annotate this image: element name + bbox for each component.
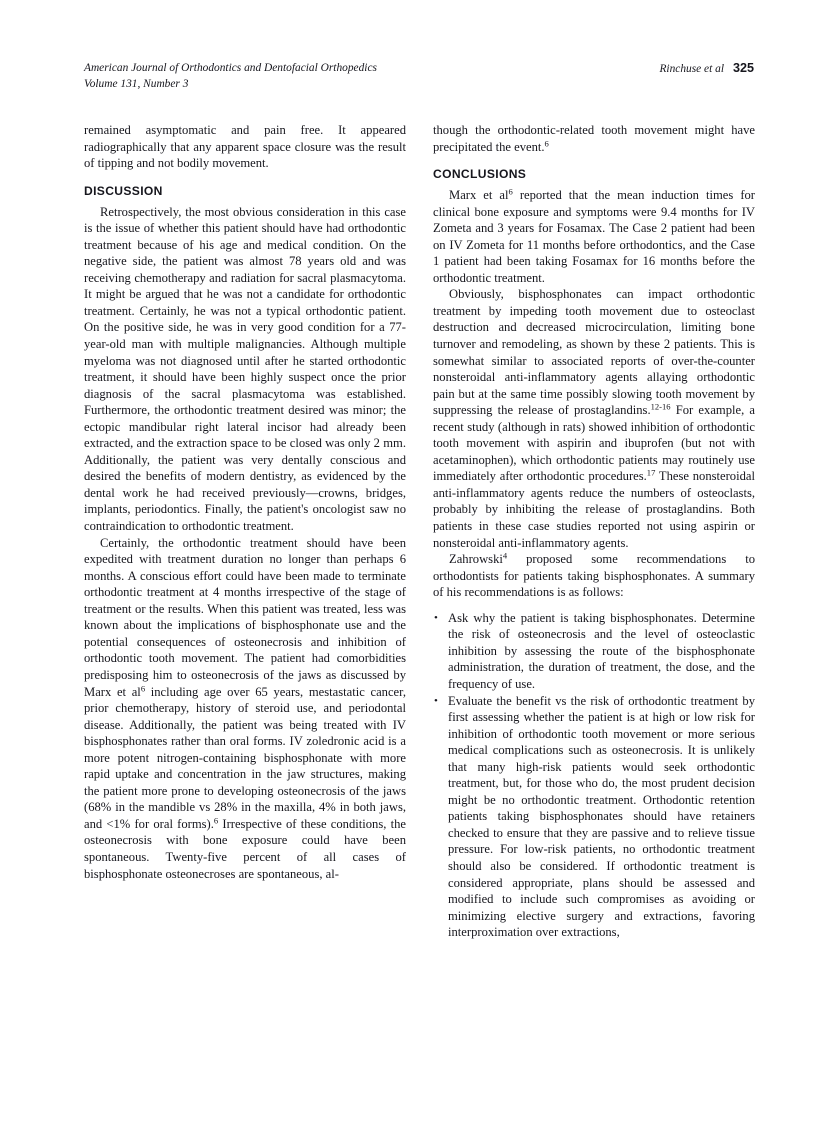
conclusions-paragraph-3-part-b: proposed some recommendations to orthodontists for patients taking bisphosphonates. A summary of his recommendations is as follows: (433, 552, 755, 600)
discussion-paragraph-2-part-b: including age over 65 years, mestastatic cancer, prior chemotherapy, history of steroid use, and periodontal disease. Additionally, the patient was being treated with IV bisphosphonates rather than oral forms. IV zoledronic acid is a more potent nitrogen-containing bisphosphonate with more rapid uptake and concentration in the jaw structures, making the patient more prone to developing osteonecrosis of the jaws (68% in the mandible vs 28% in the maxilla, 4% in both jaws, and <1% for oral forms). (84, 684, 406, 831)
volume-issue-text: Volume 131, Number 3 (84, 78, 189, 90)
citation-ref-procedures-17: 17 (646, 467, 656, 478)
left-column (84, 122, 406, 1052)
journal-name: American Journal of Orthodontics and Dentofacial Orthopedics (84, 62, 377, 74)
running-head (84, 60, 754, 94)
discussion-paragraph-2 (84, 535, 406, 882)
discussion-paragraph-2-part-a: Certainly, the orthodontic treatment should have been expedited with treatment duration no longer than perhaps 6 months. A conscious effort could have been made to terminate orthodontic treatment at 4 months irrespective of the stage of treatment or the results. When this patient was treated, less was known about the implications of bisphosphonate use and the potential consequences of osteonecrosis and inhibition of orthodontic tooth movement. The patient had comorbidities predisposing him to osteonecrosis of the jaws as discussed by Marx et al (84, 535, 406, 699)
list-item: • Ask why the patient is taking bisphosphonates. Determine the risk of osteonecrosis and the level of osteoclastic inhibition by assessing the route of the bisphosphonate administration, the duration of treatment, the dose, and the frequency of use. (433, 610, 755, 693)
conclusions-paragraph-1-part-b: reported that the mean induction times for clinical bone exposure and symptoms were 9.4 months for IV Zometa and 3 years for Fosamax. The Case 2 patient had been on IV Zometa for 11 months before orthodontics, and the Case 1 patient had been taking Fosamax for 16 months before the orthodontic treatment. (433, 188, 755, 285)
citation-ref-event-6: 6 (544, 138, 549, 149)
two-column-body (84, 122, 755, 1052)
citation-ref-marx-6: 6 (140, 683, 146, 694)
conclusions-paragraph-2-part-c: These nonsteroidal anti-inflammatory agents reduce the numbers of osteoclasts, probably by inhibiting the release of prostaglandins. Both patients in these case studies reported not using aspirin or nonsteroidal anti-inflammatory agents. (433, 469, 755, 550)
recommendations-list (433, 601, 755, 941)
citation-ref-prostaglandins-12-16: 12-16 (650, 401, 671, 412)
right-continued-paragraph-text: though the orthodontic-related tooth movement might have precipitated the event. (433, 123, 755, 154)
running-head-journal-block (84, 60, 377, 92)
discussion-paragraph-1: Retrospectively, the most obvious consideration in this case is the issue of whether this patient should have had orthodontic treatment because of his age and medical condition. On the negative side, the patient was almost 78 years old and was receiving chemotherapy and radiation for sacral plasmacytoma. It might be argued that he was not a candidate for orthodontic treatment. Certainly, he was not a typical orthodontic patient. On the positive side, he was in very good condition for a 77-year-old man with multiple malignancies. Although multiple myeloma was not diagnosed until after he started orthodontic treatment, it should have been highly suspect once the prior diagnosis of the sacral plasmacytoma was established. Furthermore, the orthodontic treatment desired was minor; the ectopic mandibular right lateral incisor had already been extracted, and the extraction space to be closed was only 2 mm. Additionally, the patient was very dentally conscious and desired the benefits of modern dentistry, as evidenced by the dental work he had received previously—crowns, bridges, implants, periodontics. Finally, the patient's oncologist saw no contraindication to orthodontic treatment. (84, 204, 406, 534)
running-head-authors-block (659, 60, 754, 77)
conclusions-paragraph-2-part-a: Obviously, bisphosphonates can impact orthodontic treatment by impeding tooth movement due to osteoclast destruction and decreased microcirculation, limiting bone turnover and remodeling, as shown by these 2 patients. This is somewhat similar to associated reports of over-the-counter nonsteroidal anti-inflammatory agents allaying orthodontic pain but at the same time possibly slowing tooth movement by suppressing the release of prostaglandins. (433, 287, 755, 418)
conclusions-paragraph-2-part-b: For example, a recent study (although in rats) showed inhibition of orthodontic tooth movement with aspirin and ibuprofen (but not with acetaminophen), which orthodontic patients may routinely use immediately after orthodontic procedures. (433, 403, 755, 484)
citation-ref-marx-conclusions-6: 6 (508, 186, 513, 197)
right-column (433, 122, 755, 1052)
heading-discussion: DISCUSSION (84, 183, 163, 198)
conclusions-paragraph-3 (433, 551, 755, 601)
left-continued-paragraph: remained asymptomatic and pain free. It appeared radiographically that any apparent space closure was the result of tipping and not bodily movement. (84, 123, 406, 171)
heading-conclusions: CONCLUSIONS (433, 167, 527, 182)
conclusions-paragraph-1 (433, 187, 755, 286)
conclusions-paragraph-2 (433, 286, 755, 551)
list-item: • Evaluate the benefit vs the risk of orthodontic treatment by first assessing whether the patient is at high or low risk for inhibition of orthodontic tooth movement or more serious medical complications such as osteonecrosis. It is unlikely that many high-risk patients would seek orthodontic treatment, but, for those who do, the most prudent decision might be no orthodontic treatment. Orthodontic retention patients taking bisphosphonates should have retainers checked to ensure that they are passive and to relieve tissue pressure. For low-risk patients, no orthodontic treatment should also be considered. If orthodontic treatment is considered appropriate, plans should be assessed and modified to include such compromises as avoiding or minimizing elective surgery and extractions, favoring interproximation over extractions, (433, 693, 755, 941)
running-head-authors: Rinchuse et al (659, 63, 724, 75)
volume-issue-line (84, 76, 377, 92)
citation-ref-zahrowski-4: 4 (502, 550, 508, 561)
discussion-paragraph-2-part-c: Irrespective of these conditions, the osteonecrosis with bone exposure could have been spontaneous. Twenty-five percent of all cases of bisphosphonate osteonecroses are spontaneous, al- (84, 816, 406, 881)
conclusions-paragraph-1-part-a: Marx et al (449, 188, 509, 203)
citation-ref-forms-6: 6 (213, 815, 219, 826)
right-continued-paragraph (433, 122, 755, 155)
page-number: 325 (732, 61, 754, 75)
conclusions-paragraph-3-part-a: Zahrowski (449, 552, 503, 567)
